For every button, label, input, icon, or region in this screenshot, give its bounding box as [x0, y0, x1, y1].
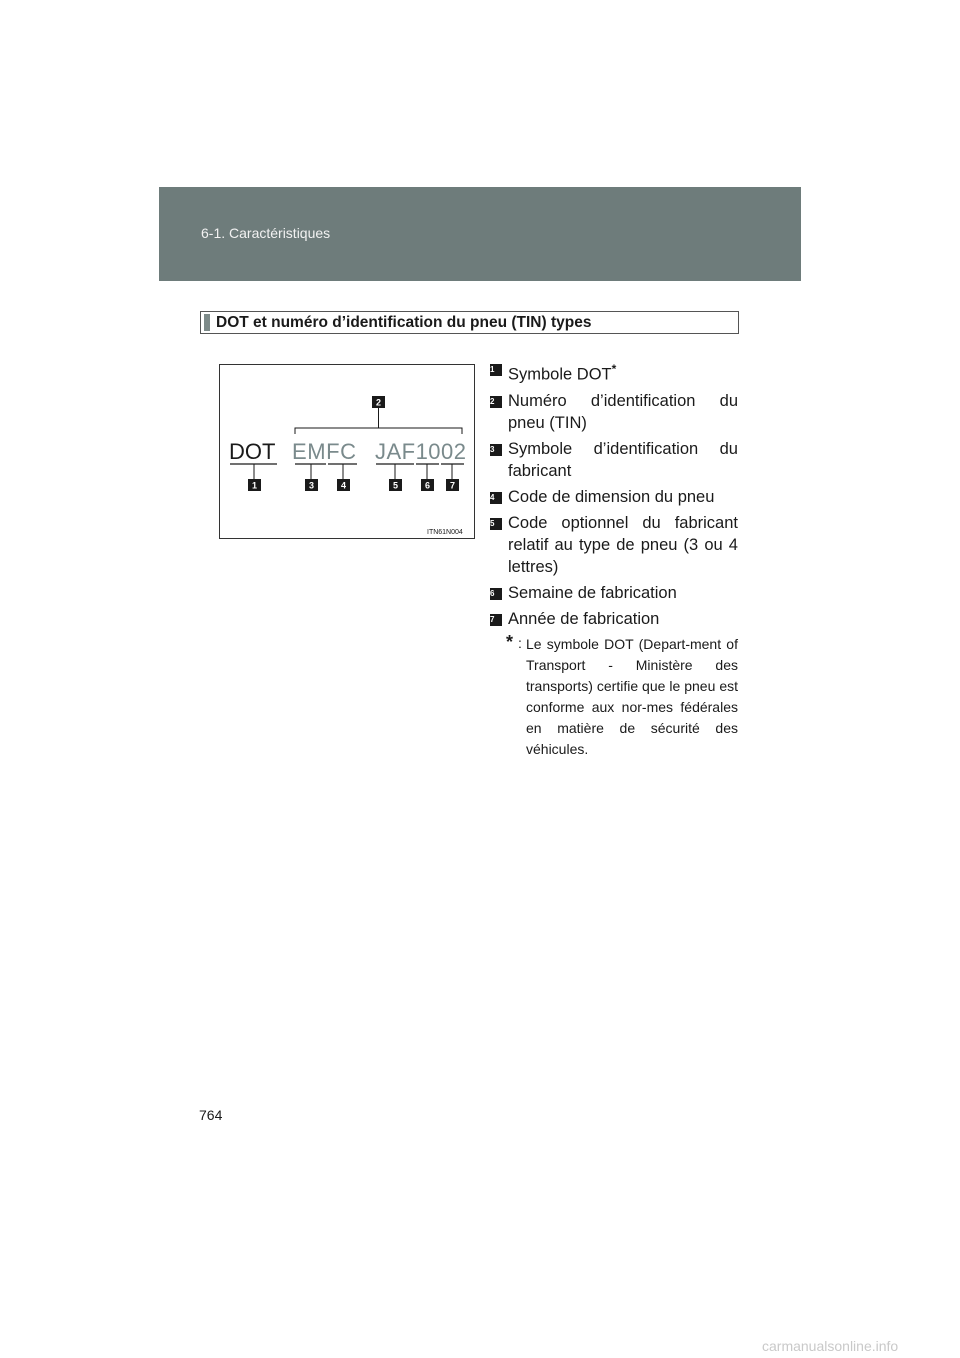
section-title: 6-1. Caractéristiques	[201, 225, 331, 241]
legend-item-4	[490, 486, 738, 508]
callout-7	[446, 479, 459, 491]
callout-3	[305, 479, 318, 491]
num-box-3: 3	[490, 444, 502, 456]
callout-legend	[490, 358, 738, 634]
num-box-6: 6	[490, 588, 502, 600]
heading-box	[200, 311, 739, 334]
num-box-5: 5	[490, 518, 502, 530]
header-band	[159, 187, 801, 281]
legend-item-2	[490, 390, 738, 434]
callout-6	[421, 479, 434, 491]
code-dot: DOT	[229, 439, 276, 464]
callout-2-label: 2	[375, 397, 382, 408]
callout-3-label: 3	[308, 480, 315, 491]
legend-item-5	[490, 512, 738, 578]
callout-5	[389, 479, 402, 491]
num-box-7: 7	[490, 614, 502, 626]
legend-sup-1: *	[611, 362, 617, 376]
footnote	[506, 634, 738, 760]
bracket-line	[295, 428, 462, 434]
callout-7-label: 7	[449, 480, 456, 491]
num-box-2: 2	[490, 396, 502, 408]
callout-1-label: 1	[251, 480, 258, 491]
legend-item-1	[490, 358, 738, 386]
watermark: carmanualsonline.info	[762, 1338, 899, 1354]
legend-item-6	[490, 582, 738, 604]
code-emfc: EMFC	[292, 439, 356, 464]
tire-code-figure	[219, 364, 475, 539]
num-box-1: 1	[490, 364, 502, 376]
code-jaf1002: JAF1002	[375, 439, 466, 464]
num-box-4: 4	[490, 492, 502, 504]
legend-text-1: Symbole DOT	[508, 365, 612, 384]
footnote-text: Le symbole DOT (Depart-ment of Transport - Ministère des transports) certifie que le pneu est conforme aux nor-mes fédérales en matière de sécurité des véhicules.	[526, 636, 738, 757]
legend-text-5: Code optionnel du fabricant relatif au type de pneu (3 ou 4 lettres)	[508, 513, 738, 576]
figure-ref: ITN61N004	[427, 529, 463, 536]
footnote-colon: :	[518, 635, 522, 651]
heading-title: DOT et numéro d’identification du pneu (TIN) types	[216, 314, 592, 331]
page-number: 764	[199, 1107, 223, 1123]
legend-item-3	[490, 438, 738, 482]
heading-bar	[204, 314, 210, 331]
legend-item-7	[490, 608, 738, 630]
legend-text-7: Année de fabrication	[508, 609, 660, 628]
callout-1	[248, 479, 261, 491]
legend-text-6: Semaine de fabrication	[508, 583, 677, 602]
legend-text-4: Code de dimension du pneu	[508, 487, 715, 506]
tire-code-diagram	[220, 365, 474, 538]
callout-4-label: 4	[340, 480, 347, 491]
legend-text-2: Numéro d’identification du pneu (TIN)	[508, 391, 738, 432]
callout-6-label: 6	[424, 480, 431, 491]
footnote-marker: *	[506, 632, 514, 652]
callout-4	[337, 479, 350, 491]
legend-text-3: Symbole d’identification du fabricant	[508, 439, 738, 480]
callout-5-label: 5	[392, 480, 399, 491]
